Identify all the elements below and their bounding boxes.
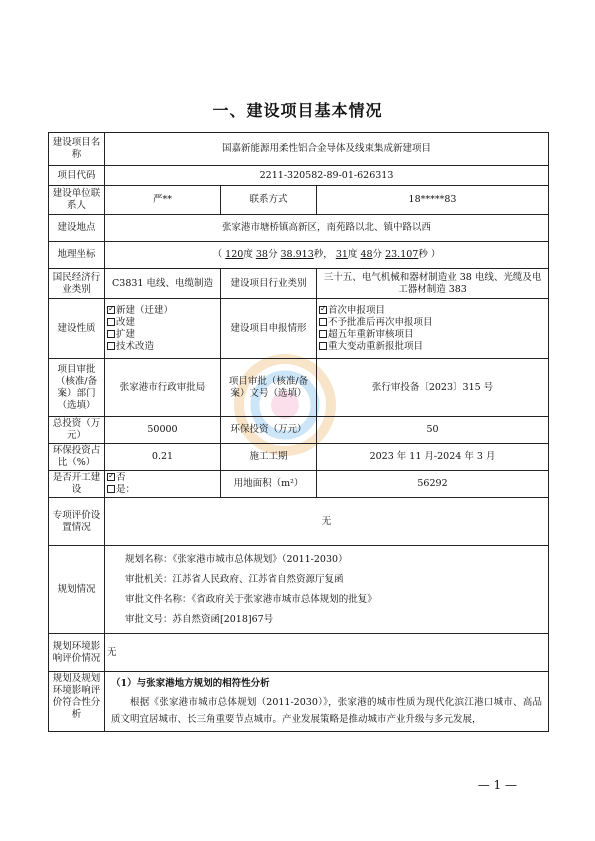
lng-deg: 120 [225,249,244,260]
approval-no-label: 项目审批（核准/备案）文号（选填） [221,359,317,417]
approval-dept: 张家港市行政审批局 [105,359,221,417]
checkbox[interactable] [319,306,327,314]
checkbox[interactable] [107,306,115,314]
contact-label: 建设单位联系人 [49,186,105,215]
lng-sec: 38.913 [280,249,314,260]
plan-env-label: 规划环境影响评价情况 [49,634,105,672]
special-label: 专项评价设置情况 [49,498,105,546]
started-label: 是否开工建设 [49,471,105,498]
investment: 50000 [105,417,221,444]
coord-label: 地理坐标 [49,242,105,269]
project-industry: 三十五、电气机械和器材制造业 38 电线、光缆及电工器材制造 383 [317,269,549,299]
checkbox[interactable] [107,485,115,493]
started-options [105,471,221,498]
declare-label: 建设项目申报情形 [221,299,317,359]
approval-no: 张行审投备〔2023〕315 号 [317,359,549,417]
declare-options [317,299,549,359]
declare-option: 重大变动重新报批项目 [319,341,546,353]
land: 56292 [317,471,549,498]
checkbox[interactable] [319,330,327,338]
env-ratio-label: 环保投资占比（%） [49,444,105,471]
project-code-label: 项目代码 [49,166,105,186]
checkbox[interactable] [319,342,327,350]
location: 张家港市塘桥镇高新区，南苑路以北、镇中路以西 [105,215,549,242]
plan-line: 规划名称：《张家港市城市总体规划》（2011-2030） [125,553,348,565]
page-title: 一、建设项目基本情况 [212,101,383,120]
contact: 严** [105,186,221,215]
period: 2023 年 11 月-2024 年 3 月 [317,444,549,471]
plan-line: 审批机关：江苏省人民政府、江苏省自然资源厅复函 [125,573,344,585]
project-name: 国嘉新能源用柔性铝合金导体及线束集成新建项目 [105,133,549,166]
nature-label: 建设性质 [49,299,105,359]
nature-option: ✓新建（迁建） [107,305,218,317]
project-info-table [48,132,549,732]
declare-option: 不予批准后再次申报项目 [319,317,546,329]
env-investment-label: 环保投资（万元） [221,417,317,444]
analysis-content [105,672,549,732]
page-number: — 1 — [477,778,517,792]
plan-details [105,546,549,634]
industry-label: 国民经济行业类别 [49,269,105,299]
project-name-label: 建设项目名称 [49,133,105,166]
location-label: 建设地点 [49,215,105,242]
nature-option: 技术改造 [107,341,218,353]
lat-deg: 31 [335,249,348,260]
declare-option: ✓首次申报项目 [319,305,546,317]
checkbox[interactable] [107,473,115,481]
env-ratio: 0.21 [105,444,221,471]
checkbox[interactable] [319,318,327,326]
plan-label: 规划情况 [49,546,105,634]
investment-label: 总投资（万元） [49,417,105,444]
checkbox[interactable] [107,318,115,326]
plan-line: 审批文号：苏自然资函[2018]67号 [125,613,274,625]
lat-min: 48 [360,249,373,260]
analysis-text: 根据《张家港市城市总体规划（2011-2030）》，张家港的城市性质为现代化滨江港口城市、高品质文明宜居城市、长三角重要节点城市。产业发展策略是推动城市产业升级与多元发展， [111,697,543,725]
lat-sec: 23.107 [385,249,419,260]
project-code: 2211-320582-89-01-626313 [105,166,549,186]
declare-option: 超五年重新审核项目 [319,329,546,341]
nature-option: 改建 [107,317,218,329]
plan-line: 审批文件名称：《省政府关于张家港市城市总体规划的批复》 [125,593,377,605]
period-label: 施工工期 [221,444,317,471]
started-option: 是： [107,484,218,496]
analysis-label: 规划及规划环境影响评价符合性分析 [49,672,105,732]
phone: 18*****83 [317,186,549,215]
checkbox[interactable] [107,330,115,338]
nature-option: 扩建 [107,329,218,341]
industry: C3831 电线、电缆制造 [105,269,221,299]
started-option: ✓否 [107,472,218,484]
land-label: 用地面积（m²） [221,471,317,498]
project-industry-label: 建设项目行业类别 [221,269,317,299]
nature-options [105,299,221,359]
approval-dept-label: 项目审批（核准/备案）部门（选填） [49,359,105,417]
checkbox[interactable] [107,342,115,350]
env-investment: 50 [317,417,549,444]
analysis-heading: （1）与张家港地方规划的相符性分析 [111,678,270,689]
plan-env: 无 [105,634,549,672]
lng-min: 38 [255,249,268,260]
geo-coordinates: （ 120度 38分 38.913秒， 31度 48分 23.107秒 ） [105,242,549,269]
special: 无 [105,498,549,546]
phone-label: 联系方式 [221,186,317,215]
